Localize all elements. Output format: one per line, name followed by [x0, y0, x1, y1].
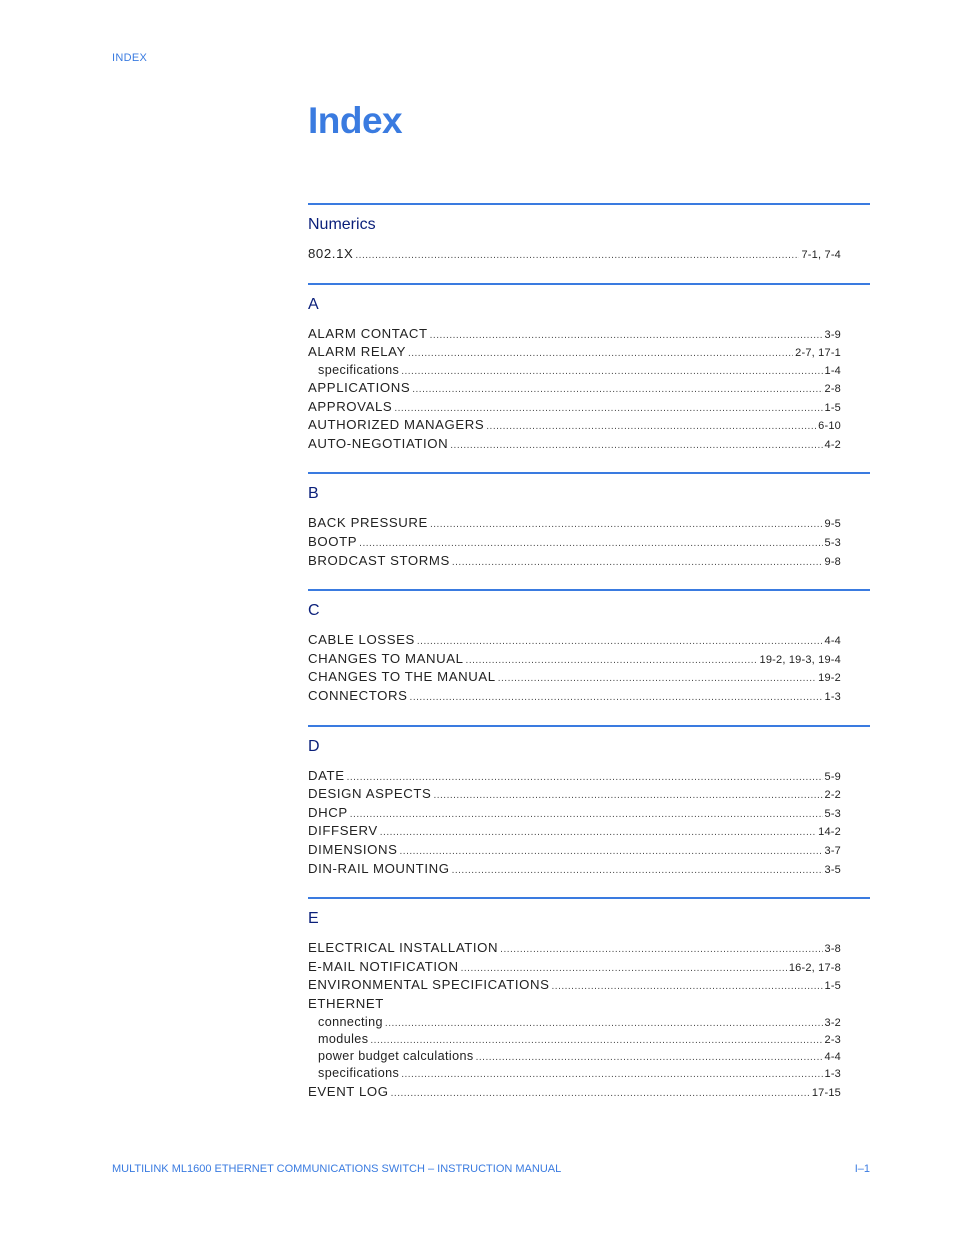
index-subentry: [308, 1031, 841, 1048]
dot-leader: [552, 978, 823, 997]
section-heading: Numerics: [308, 216, 376, 233]
entry-pages: 19-2: [818, 672, 841, 685]
index-entry: [308, 804, 841, 823]
entry-term: ETHERNET: [308, 995, 384, 1011]
entry-list: [308, 767, 841, 879]
entry-term: AUTHORIZED MANAGERS: [308, 417, 485, 433]
entry-term: APPLICATIONS: [308, 380, 411, 396]
index-section: [308, 472, 870, 570]
entry-term: BACK PRESSURE: [308, 515, 428, 531]
entry-pages: 1-5: [824, 980, 841, 993]
entry-term: BRODCAST STORMS: [308, 552, 450, 568]
index-entry: [308, 995, 841, 1014]
entry-pages: 4-4: [824, 635, 841, 648]
index-entry: [308, 398, 841, 417]
dot-leader: [400, 843, 823, 862]
dot-leader: [408, 345, 793, 364]
index-entry: [308, 325, 841, 344]
index-entry: [308, 533, 841, 552]
entry-pages: 19-2, 19-3, 19-4: [759, 653, 841, 666]
index-entry: [308, 822, 841, 841]
dot-leader: [450, 437, 822, 456]
index-entry: [308, 650, 841, 669]
dot-leader: [476, 1049, 823, 1066]
entry-pages: 9-5: [824, 518, 841, 531]
entry-list: [308, 939, 841, 1101]
dot-leader: [385, 1015, 823, 1032]
section-heading: D: [308, 737, 320, 755]
page-title: Index: [308, 100, 403, 141]
index-subentry: [308, 1014, 841, 1031]
entry-pages: 2-3: [824, 1033, 841, 1046]
index-section: [308, 283, 870, 454]
section-heading: A: [308, 295, 319, 313]
entry-term: connecting: [318, 1014, 383, 1029]
index-section: [308, 589, 870, 705]
entry-pages: 2-8: [824, 383, 841, 396]
section-heading: E: [308, 910, 319, 928]
entry-pages: 14-2: [818, 826, 841, 839]
entry-pages: 5-9: [824, 770, 841, 783]
entry-pages: 1-3: [824, 691, 841, 704]
index-subentry: [308, 1048, 841, 1065]
entry-term: CABLE LOSSES: [308, 632, 415, 648]
entry-pages: 3-7: [824, 844, 841, 857]
index-entry: [308, 631, 841, 650]
entry-term: E-MAIL NOTIFICATION: [308, 958, 459, 974]
index-entry: [308, 435, 841, 454]
running-header: INDEX: [112, 52, 148, 64]
entry-term: CHANGES TO THE MANUAL: [308, 669, 496, 685]
dot-leader: [452, 862, 823, 881]
index-section: [308, 203, 870, 264]
index-entry: [308, 343, 841, 362]
dot-leader: [433, 787, 822, 806]
index-entry: [308, 245, 841, 264]
entry-term: AUTO-NEGOTIATION: [308, 435, 449, 451]
entry-term: DIMENSIONS: [308, 841, 398, 857]
dot-leader: [500, 941, 822, 960]
entry-pages: 3-5: [824, 863, 841, 876]
dot-leader: [410, 689, 823, 708]
entry-pages: 2-7, 17-1: [795, 347, 841, 360]
entry-pages: 16-2, 17-8: [788, 961, 841, 974]
entry-pages: 3-8: [824, 943, 841, 956]
entry-term: 802.1X: [308, 246, 354, 261]
index-entry: [308, 976, 841, 995]
entry-term: DESIGN ASPECTS: [308, 786, 432, 802]
footer-page-number: I–1: [854, 1163, 870, 1175]
entry-pages: 1-4: [824, 364, 841, 377]
entry-term: specifications: [318, 362, 400, 377]
entry-pages: 17-15: [811, 1086, 841, 1099]
index-entry: [308, 841, 841, 860]
index-entry: [308, 860, 841, 879]
dot-leader: [401, 363, 822, 380]
index-subentry: [308, 362, 841, 379]
entry-term: CONNECTORS: [308, 688, 408, 704]
dot-leader: [380, 824, 816, 843]
entry-pages: 5-3: [824, 537, 841, 550]
entry-list: [308, 514, 841, 570]
index-entry: [308, 552, 841, 571]
dot-leader: [412, 381, 822, 400]
entry-term: DATE: [308, 767, 345, 783]
entry-pages: 4-4: [824, 1051, 841, 1064]
index-entry: [308, 767, 841, 786]
running-footer: [112, 1163, 870, 1175]
index-entry: [308, 958, 841, 977]
entry-pages: 5-3: [824, 807, 841, 820]
entry-term: ELECTRICAL INSTALLATION: [308, 940, 499, 956]
entry-pages: 3-9: [824, 328, 841, 341]
entry-term: power budget calculations: [318, 1049, 474, 1064]
entry-pages: 3-2: [824, 1016, 841, 1029]
index-section: [308, 897, 870, 1101]
entry-term: specifications: [318, 1066, 400, 1081]
entry-term: BOOTP: [308, 534, 358, 550]
dot-leader: [355, 247, 799, 266]
entry-term: ALARM CONTACT: [308, 325, 428, 341]
section-heading: C: [308, 602, 320, 620]
entry-pages: 6-10: [818, 420, 841, 433]
entry-term: DHCP: [308, 804, 348, 820]
entry-pages: 4-2: [824, 438, 841, 451]
section-heading: B: [308, 485, 319, 503]
entry-list: [308, 325, 841, 454]
entry-term: ENVIRONMENTAL SPECIFICATIONS: [308, 977, 550, 993]
index-entry: [308, 785, 841, 804]
dot-leader: [401, 1066, 822, 1083]
entry-pages: 1-5: [824, 401, 841, 414]
index-entry: [308, 379, 841, 398]
dot-leader: [452, 554, 823, 573]
dot-leader: [417, 633, 823, 652]
entry-term: EVENT LOG: [308, 1083, 389, 1099]
dot-leader: [391, 1085, 810, 1104]
index-entry: [308, 668, 841, 687]
dot-leader: [486, 418, 816, 437]
index-entry: [308, 939, 841, 958]
dot-leader: [370, 1032, 822, 1049]
entry-list: [308, 245, 841, 264]
dot-leader: [498, 670, 816, 689]
index-subentry: [308, 1065, 841, 1082]
entry-term: modules: [318, 1031, 369, 1046]
index-entry: [308, 1083, 841, 1102]
entry-term: CHANGES TO MANUAL: [308, 650, 464, 666]
entry-term: APPROVALS: [308, 398, 393, 414]
index-entry: [308, 514, 841, 533]
index-section: [308, 725, 870, 879]
entry-pages: 7-1, 7-4: [801, 249, 841, 261]
entry-term: ALARM RELAY: [308, 344, 406, 360]
dot-leader: [430, 327, 823, 346]
entry-list: [308, 631, 841, 705]
entry-pages: 9-8: [824, 555, 841, 568]
index-entry: [308, 416, 841, 435]
dot-leader: [466, 652, 758, 671]
index-entry: [308, 687, 841, 706]
index-sections: [308, 203, 870, 1120]
footer-manual-title: MULTILINK ML1600 ETHERNET COMMUNICATIONS SWITCH – INSTRUCTION MANUAL: [112, 1163, 562, 1175]
entry-term: DIN-RAIL MOUNTING: [308, 860, 450, 876]
entry-pages: 1-3: [824, 1068, 841, 1081]
dot-leader: [430, 516, 823, 535]
entry-term: DIFFSERV: [308, 823, 378, 839]
entry-pages: 2-2: [824, 789, 841, 802]
dot-leader: [350, 806, 823, 825]
